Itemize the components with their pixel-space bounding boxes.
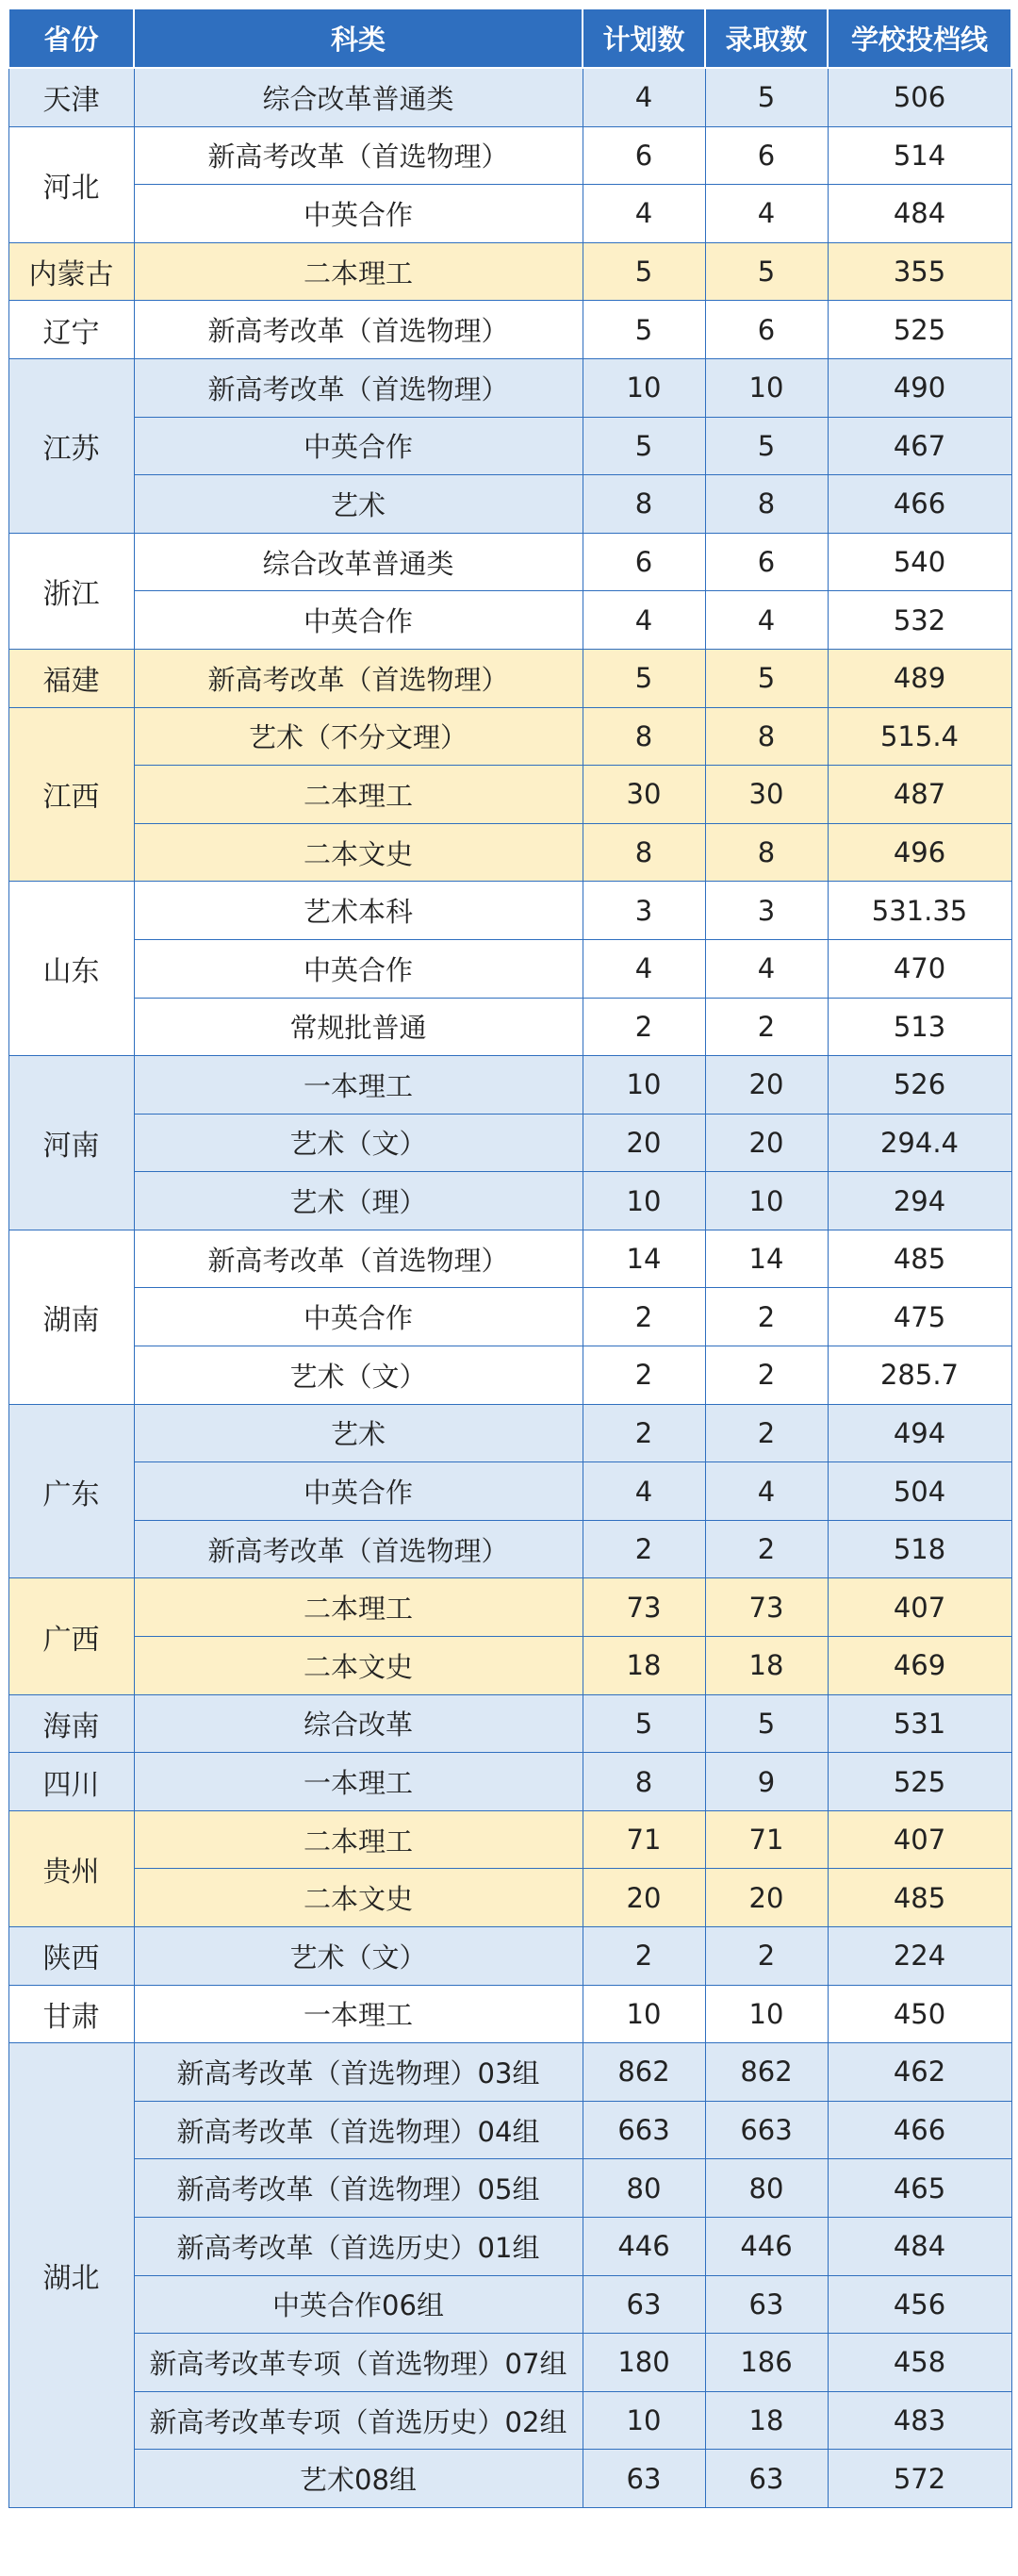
plan-count-cell: 8: [583, 823, 705, 882]
category-cell: 新高考改革（首选物理）: [134, 126, 583, 185]
table-row: [8, 1578, 1011, 1637]
table-row: [8, 1810, 1011, 1869]
cutoff-score-cell: 466: [828, 2101, 1011, 2159]
category-cell: 二本文史: [134, 1869, 583, 1927]
category-cell: 艺术（不分文理）: [134, 707, 583, 766]
admitted-count-cell: 4: [705, 1462, 828, 1521]
cutoff-score-cell: 294.4: [828, 1114, 1011, 1172]
cutoff-score-cell: 467: [828, 417, 1011, 475]
plan-count-cell: 5: [583, 242, 705, 301]
category-cell: 综合改革普通类: [134, 68, 583, 126]
category-cell: 新高考改革（首选物理）04组: [134, 2101, 583, 2159]
table-header-row: [8, 8, 1011, 68]
table-row: [8, 998, 1011, 1056]
province-cell: 江西: [8, 707, 134, 882]
admitted-count-cell: 186: [705, 2334, 828, 2392]
province-cell: 甘肃: [8, 1985, 134, 2043]
plan-count-cell: 2: [583, 1346, 705, 1405]
cutoff-score-cell: 489: [828, 649, 1011, 707]
plan-count-cell: 663: [583, 2101, 705, 2159]
admitted-count-cell: 30: [705, 766, 828, 824]
cutoff-score-cell: 484: [828, 185, 1011, 243]
admitted-count-cell: 4: [705, 591, 828, 650]
admitted-count-cell: 9: [705, 1753, 828, 1811]
table-row: [8, 1172, 1011, 1230]
category-cell: 综合改革: [134, 1694, 583, 1753]
province-cell: 内蒙古: [8, 242, 134, 301]
province-cell: 湖南: [8, 1230, 134, 1404]
cutoff-score-cell: 506: [828, 68, 1011, 126]
cutoff-score-cell: 532: [828, 591, 1011, 650]
table-row: [8, 242, 1011, 301]
category-cell: 中英合作: [134, 939, 583, 998]
table-row: [8, 1462, 1011, 1521]
header-category: 科类: [134, 8, 583, 68]
plan-count-cell: 5: [583, 649, 705, 707]
table-row: [8, 2043, 1011, 2102]
province-cell: 山东: [8, 882, 134, 1056]
category-cell: 中英合作: [134, 591, 583, 650]
plan-count-cell: 71: [583, 1810, 705, 1869]
plan-count-cell: 6: [583, 126, 705, 185]
plan-count-cell: 73: [583, 1578, 705, 1637]
table-row: [8, 1346, 1011, 1405]
category-cell: 新高考改革专项（首选物理）07组: [134, 2334, 583, 2392]
table-row: [8, 1985, 1011, 2043]
category-cell: 一本理工: [134, 1985, 583, 2043]
cutoff-score-cell: 462: [828, 2043, 1011, 2102]
category-cell: 中英合作: [134, 1288, 583, 1346]
category-cell: 二本理工: [134, 1578, 583, 1637]
admitted-count-cell: 80: [705, 2159, 828, 2218]
category-cell: 中英合作: [134, 1462, 583, 1521]
category-cell: 艺术: [134, 1404, 583, 1462]
table-row: [8, 1230, 1011, 1288]
admitted-count-cell: 10: [705, 1172, 828, 1230]
plan-count-cell: 80: [583, 2159, 705, 2218]
cutoff-score-cell: 572: [828, 2450, 1011, 2508]
table-row: [8, 2159, 1011, 2218]
cutoff-score-cell: 465: [828, 2159, 1011, 2218]
category-cell: 一本理工: [134, 1753, 583, 1811]
plan-count-cell: 30: [583, 766, 705, 824]
category-cell: 艺术（文）: [134, 1927, 583, 1986]
plan-count-cell: 63: [583, 2450, 705, 2508]
plan-count-cell: 862: [583, 2043, 705, 2102]
plan-count-cell: 6: [583, 533, 705, 591]
cutoff-score-cell: 490: [828, 358, 1011, 417]
province-cell: 贵州: [8, 1810, 134, 1926]
plan-count-cell: 8: [583, 707, 705, 766]
table-row: [8, 707, 1011, 766]
admitted-count-cell: 5: [705, 1694, 828, 1753]
table-row: [8, 939, 1011, 998]
category-cell: 中英合作: [134, 185, 583, 243]
table-row: [8, 126, 1011, 185]
table-row: [8, 649, 1011, 707]
cutoff-score-cell: 294: [828, 1172, 1011, 1230]
cutoff-score-cell: 515.4: [828, 707, 1011, 766]
cutoff-score-cell: 518: [828, 1520, 1011, 1578]
plan-count-cell: 20: [583, 1869, 705, 1927]
cutoff-score-cell: 469: [828, 1637, 1011, 1695]
plan-count-cell: 18: [583, 1637, 705, 1695]
admitted-count-cell: 2: [705, 1520, 828, 1578]
category-cell: 艺术本科: [134, 882, 583, 940]
province-cell: 四川: [8, 1753, 134, 1811]
province-cell: 广西: [8, 1578, 134, 1694]
table-row: [8, 475, 1011, 534]
category-cell: 新高考改革（首选物理）03组: [134, 2043, 583, 2102]
province-cell: 河北: [8, 126, 134, 242]
admitted-count-cell: 3: [705, 882, 828, 940]
table-row: [8, 591, 1011, 650]
plan-count-cell: 5: [583, 1694, 705, 1753]
cutoff-score-cell: 525: [828, 301, 1011, 359]
cutoff-score-cell: 450: [828, 1985, 1011, 2043]
table-row: [8, 1694, 1011, 1753]
category-cell: 新高考改革（首选物理）: [134, 1230, 583, 1288]
cutoff-score-cell: 466: [828, 475, 1011, 534]
plan-count-cell: 2: [583, 998, 705, 1056]
province-cell: 天津: [8, 68, 134, 126]
admitted-count-cell: 20: [705, 1056, 828, 1115]
admitted-count-cell: 2: [705, 1404, 828, 1462]
admitted-count-cell: 862: [705, 2043, 828, 2102]
plan-count-cell: 2: [583, 1288, 705, 1346]
table-row: [8, 2101, 1011, 2159]
category-cell: 艺术08组: [134, 2450, 583, 2508]
table-row: [8, 68, 1011, 126]
plan-count-cell: 10: [583, 358, 705, 417]
category-cell: 二本理工: [134, 766, 583, 824]
admitted-count-cell: 5: [705, 417, 828, 475]
table-row: [8, 882, 1011, 940]
plan-count-cell: 14: [583, 1230, 705, 1288]
plan-count-cell: 20: [583, 1114, 705, 1172]
admitted-count-cell: 20: [705, 1869, 828, 1927]
admission-table-container: [8, 8, 1010, 2508]
table-row: [8, 2217, 1011, 2275]
admitted-count-cell: 10: [705, 358, 828, 417]
admitted-count-cell: 6: [705, 126, 828, 185]
admitted-count-cell: 8: [705, 475, 828, 534]
table-row: [8, 2334, 1011, 2392]
admitted-count-cell: 2: [705, 998, 828, 1056]
province-cell: 辽宁: [8, 301, 134, 359]
admitted-count-cell: 63: [705, 2275, 828, 2334]
province-cell: 广东: [8, 1404, 134, 1578]
province-cell: 海南: [8, 1694, 134, 1753]
admitted-count-cell: 446: [705, 2217, 828, 2275]
plan-count-cell: 4: [583, 1462, 705, 1521]
admitted-count-cell: 18: [705, 2391, 828, 2450]
table-row: [8, 2450, 1011, 2508]
cutoff-score-cell: 285.7: [828, 1346, 1011, 1405]
admitted-count-cell: 5: [705, 649, 828, 707]
admitted-count-cell: 14: [705, 1230, 828, 1288]
admitted-count-cell: 6: [705, 533, 828, 591]
category-cell: 二本理工: [134, 242, 583, 301]
table-row: [8, 1753, 1011, 1811]
admitted-count-cell: 2: [705, 1346, 828, 1405]
category-cell: 二本理工: [134, 1810, 583, 1869]
table-row: [8, 185, 1011, 243]
admitted-count-cell: 2: [705, 1927, 828, 1986]
plan-count-cell: 10: [583, 1985, 705, 2043]
category-cell: 二本文史: [134, 1637, 583, 1695]
cutoff-score-cell: 470: [828, 939, 1011, 998]
cutoff-score-cell: 504: [828, 1462, 1011, 1521]
plan-count-cell: 2: [583, 1520, 705, 1578]
plan-count-cell: 10: [583, 2391, 705, 2450]
province-cell: 江苏: [8, 358, 134, 533]
plan-count-cell: 5: [583, 417, 705, 475]
table-row: [8, 1288, 1011, 1346]
admitted-count-cell: 8: [705, 707, 828, 766]
admitted-count-cell: 18: [705, 1637, 828, 1695]
plan-count-cell: 10: [583, 1056, 705, 1115]
category-cell: 综合改革普通类: [134, 533, 583, 591]
cutoff-score-cell: 407: [828, 1810, 1011, 1869]
province-cell: 河南: [8, 1056, 134, 1230]
header-province: 省份: [8, 8, 134, 68]
admitted-count-cell: 4: [705, 939, 828, 998]
header-cutoff-score: 学校投档线: [828, 8, 1011, 68]
table-row: [8, 533, 1011, 591]
table-row: [8, 1637, 1011, 1695]
header-admitted-count: 录取数: [705, 8, 828, 68]
cutoff-score-cell: 487: [828, 766, 1011, 824]
cutoff-score-cell: 485: [828, 1230, 1011, 1288]
cutoff-score-cell: 355: [828, 242, 1011, 301]
table-row: [8, 1520, 1011, 1578]
category-cell: 新高考改革（首选物理）: [134, 1520, 583, 1578]
category-cell: 新高考改革（首选物理）05组: [134, 2159, 583, 2218]
cutoff-score-cell: 531.35: [828, 882, 1011, 940]
table-row: [8, 1404, 1011, 1462]
category-cell: 艺术（理）: [134, 1172, 583, 1230]
cutoff-score-cell: 531: [828, 1694, 1011, 1753]
cutoff-score-cell: 496: [828, 823, 1011, 882]
category-cell: 常规批普通: [134, 998, 583, 1056]
table-body: [8, 68, 1011, 2507]
province-cell: 湖北: [8, 2043, 134, 2508]
cutoff-score-cell: 514: [828, 126, 1011, 185]
category-cell: 新高考改革（首选历史）01组: [134, 2217, 583, 2275]
plan-count-cell: 8: [583, 1753, 705, 1811]
plan-count-cell: 446: [583, 2217, 705, 2275]
plan-count-cell: 4: [583, 939, 705, 998]
province-cell: 福建: [8, 649, 134, 707]
cutoff-score-cell: 458: [828, 2334, 1011, 2392]
plan-count-cell: 5: [583, 301, 705, 359]
table-row: [8, 823, 1011, 882]
cutoff-score-cell: 224: [828, 1927, 1011, 1986]
table-row: [8, 1927, 1011, 1986]
admitted-count-cell: 8: [705, 823, 828, 882]
category-cell: 一本理工: [134, 1056, 583, 1115]
admitted-count-cell: 5: [705, 242, 828, 301]
plan-count-cell: 4: [583, 591, 705, 650]
admitted-count-cell: 5: [705, 68, 828, 126]
province-cell: 陕西: [8, 1927, 134, 1986]
category-cell: 艺术: [134, 475, 583, 534]
cutoff-score-cell: 540: [828, 533, 1011, 591]
cutoff-score-cell: 456: [828, 2275, 1011, 2334]
category-cell: 新高考改革（首选物理）: [134, 301, 583, 359]
category-cell: 新高考改革（首选物理）: [134, 649, 583, 707]
admitted-count-cell: 10: [705, 1985, 828, 2043]
table-row: [8, 1114, 1011, 1172]
admitted-count-cell: 4: [705, 185, 828, 243]
category-cell: 二本文史: [134, 823, 583, 882]
table-row: [8, 417, 1011, 475]
plan-count-cell: 180: [583, 2334, 705, 2392]
plan-count-cell: 4: [583, 68, 705, 126]
admitted-count-cell: 63: [705, 2450, 828, 2508]
category-cell: 新高考改革（首选物理）: [134, 358, 583, 417]
cutoff-score-cell: 526: [828, 1056, 1011, 1115]
cutoff-score-cell: 485: [828, 1869, 1011, 1927]
cutoff-score-cell: 494: [828, 1404, 1011, 1462]
category-cell: 新高考改革专项（首选历史）02组: [134, 2391, 583, 2450]
header-plan-count: 计划数: [583, 8, 705, 68]
plan-count-cell: 2: [583, 1927, 705, 1986]
plan-count-cell: 2: [583, 1404, 705, 1462]
table-row: [8, 2275, 1011, 2334]
cutoff-score-cell: 525: [828, 1753, 1011, 1811]
admitted-count-cell: 20: [705, 1114, 828, 1172]
cutoff-score-cell: 407: [828, 1578, 1011, 1637]
table-row: [8, 2391, 1011, 2450]
admitted-count-cell: 663: [705, 2101, 828, 2159]
cutoff-score-cell: 484: [828, 2217, 1011, 2275]
plan-count-cell: 3: [583, 882, 705, 940]
table-row: [8, 301, 1011, 359]
plan-count-cell: 8: [583, 475, 705, 534]
plan-count-cell: 10: [583, 1172, 705, 1230]
admission-score-table: [8, 8, 1012, 2508]
category-cell: 中英合作: [134, 417, 583, 475]
province-cell: 浙江: [8, 533, 134, 649]
category-cell: 艺术（文）: [134, 1346, 583, 1405]
plan-count-cell: 63: [583, 2275, 705, 2334]
admitted-count-cell: 6: [705, 301, 828, 359]
plan-count-cell: 4: [583, 185, 705, 243]
admitted-count-cell: 71: [705, 1810, 828, 1869]
table-row: [8, 1056, 1011, 1115]
cutoff-score-cell: 475: [828, 1288, 1011, 1346]
table-row: [8, 358, 1011, 417]
category-cell: 艺术（文）: [134, 1114, 583, 1172]
table-row: [8, 1869, 1011, 1927]
cutoff-score-cell: 513: [828, 998, 1011, 1056]
admitted-count-cell: 2: [705, 1288, 828, 1346]
category-cell: 中英合作06组: [134, 2275, 583, 2334]
cutoff-score-cell: 483: [828, 2391, 1011, 2450]
table-row: [8, 766, 1011, 824]
admitted-count-cell: 73: [705, 1578, 828, 1637]
